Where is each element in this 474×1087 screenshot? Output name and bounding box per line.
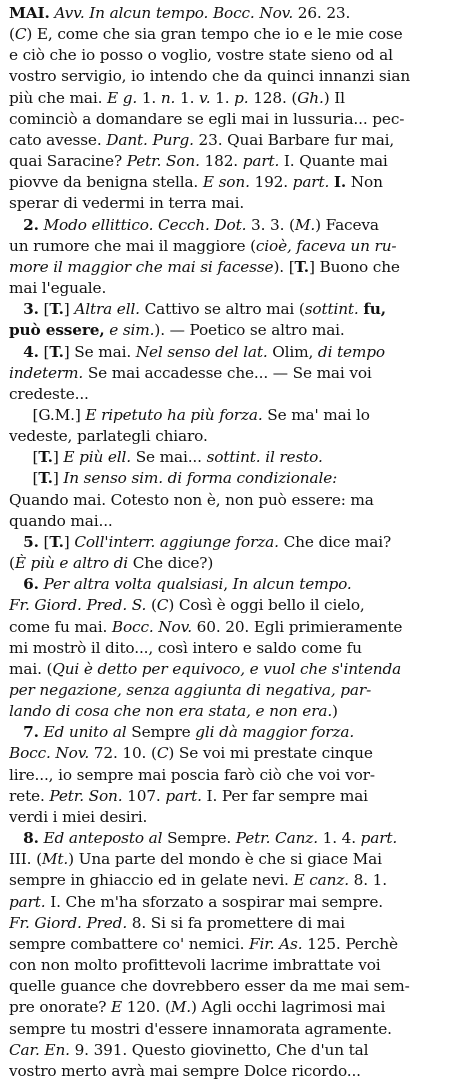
entry-line: Quando mai. Cotesto non è, non può essere: ma: [9, 490, 374, 509]
entry-line: cato avesse. Dant. Purg. 23. Quai Barbare fur mai,: [9, 130, 395, 149]
entry-line: quai Saracine? Petr. Son. 182. part. I. Quante mai: [9, 152, 388, 171]
entry-line: quelle guance che dovrebbero esser da me mai sem-: [9, 977, 410, 996]
entry-line: vostro servigio, io intendo che da quinci innanzi sian: [9, 67, 411, 86]
entry-line: come fu mai. Bocc. Nov. 60. 20. Egli primieramente: [9, 617, 403, 636]
entry-line: [G.M.] E ripetuto ha più forza. Se ma' mai lo: [9, 405, 370, 424]
entry-line: quando mai...: [9, 511, 113, 530]
entry-line: sempre in ghiaccio ed in gelate nevi. E canz. 8. 1.: [9, 871, 387, 890]
entry-line: 8. Ed anteposto al Sempre. Petr. Canz. 1. 4. part.: [23, 829, 398, 848]
entry-line: indeterm. Se mai accadesse che... — Se mai voi: [9, 363, 372, 382]
entry-line: lando di cosa che non era stata, e non era.): [9, 702, 338, 721]
entry-line: vedeste, parlategli chiaro.: [9, 427, 208, 446]
entry-line: credeste...: [9, 384, 89, 403]
entry-line: vostro merto avrà mai sempre Dolce ricordo...: [9, 1061, 361, 1080]
entry-line: con non molto profittevoli lacrime imbrattate voi: [9, 956, 381, 975]
entry-line: 7. Ed unito al Sempre gli dà maggior forza.: [23, 723, 355, 742]
entry-line: rete. Petr. Son. 107. part. I. Per far sempre mai: [9, 786, 368, 805]
entry-line: sempre combattere co' nemici. Fir. As. 125. Perchè: [9, 934, 398, 953]
entry-line: più che mai. E g. 1. n. 1. v. 1. p. 128. (Gh.) Il: [9, 88, 345, 107]
entry-line: pre onorate? E 120. (M.) Agli occhi lagrimosi mai: [9, 998, 386, 1017]
entry-line: part. I. Che m'ha sforzato a sospirar mai sempre.: [9, 892, 383, 911]
entry-line: mai. (Qui è detto per equivoco, e vuol che s'intenda: [9, 659, 402, 678]
entry-line: 4. [T.] Se mai. Nel senso del lat. Olim, di tempo: [23, 342, 385, 361]
entry-line: 5. [T.] Coll'interr. aggiunge forza. Che dice mai?: [23, 532, 391, 551]
entry-line: per negazione, senza aggiunta di negativa, par-: [9, 681, 372, 699]
entry-line: Fr. Giord. Pred. S. (C) Così è oggi bello il cielo,: [9, 596, 365, 615]
entry-line: [T.] E più ell. Se mai... sottint. il resto.: [9, 448, 323, 467]
entry-line: III. (Mt.) Una parte del mondo è che si giace Mai: [9, 850, 382, 869]
entry-line: verdi i miei desiri.: [9, 807, 148, 826]
entry-line: e ciò che io posso o voglio, vostre state sieno od al: [9, 46, 393, 65]
entry-line: Fr. Giord. Pred. 8. Si si fa promettere di mai: [9, 913, 345, 932]
entry-line: more il maggior che mai si facesse). [T.] Buono che: [9, 257, 400, 276]
entry-line: 6. Per altra volta qualsiasi, In alcun tempo.: [23, 575, 352, 594]
entry-line: un rumore che mai il maggiore (cioè, faceva un ru-: [9, 236, 397, 255]
entry-line: mi mostrò il dito..., così intero e saldo come fu: [9, 638, 362, 657]
entry-line: sempre tu mostri d'essere innamorata agramente.: [9, 1019, 392, 1038]
entry-line: Bocc. Nov. 72. 10. (C) Se voi mi prestate cinque: [9, 744, 373, 763]
entry-line: MAI. Avv. In alcun tempo. Bocc. Nov. 26. 23.: [9, 4, 351, 22]
entry-line: Car. En. 9. 391. Questo giovinetto, Che d'un tal: [9, 1040, 369, 1059]
entry-line: 3. [T.] Altra ell. Cattivo se altro mai (sottint. fu,: [23, 300, 386, 319]
entry-line: può essere, e sim.). — Poetico se altro mai.: [9, 321, 345, 340]
entry-line: piovve da benigna stella. E son. 192. part. I. Non: [9, 173, 383, 192]
entry-line: 2. Modo ellittico. Cecch. Dot. 3. 3. (M.) Faceva: [23, 215, 379, 234]
entry-line: lire..., io sempre mai poscia farò ciò che voi vor-: [9, 765, 375, 784]
entry-line: (C) E, come che sia gran tempo che io e le mie cose: [9, 25, 403, 44]
entry-line: [T.] In senso sim. di forma condizionale:: [9, 469, 338, 488]
dictionary-entry-mai: [9, 3, 465, 1082]
entry-line: (È più e altro di Che dice?): [9, 554, 214, 573]
entry-line: sperar di vedermi in terra mai.: [9, 194, 245, 213]
entry-line: mai l'eguale.: [9, 279, 107, 298]
entry-line: cominciò a domandare se egli mai in lussuria... pec-: [9, 109, 405, 128]
